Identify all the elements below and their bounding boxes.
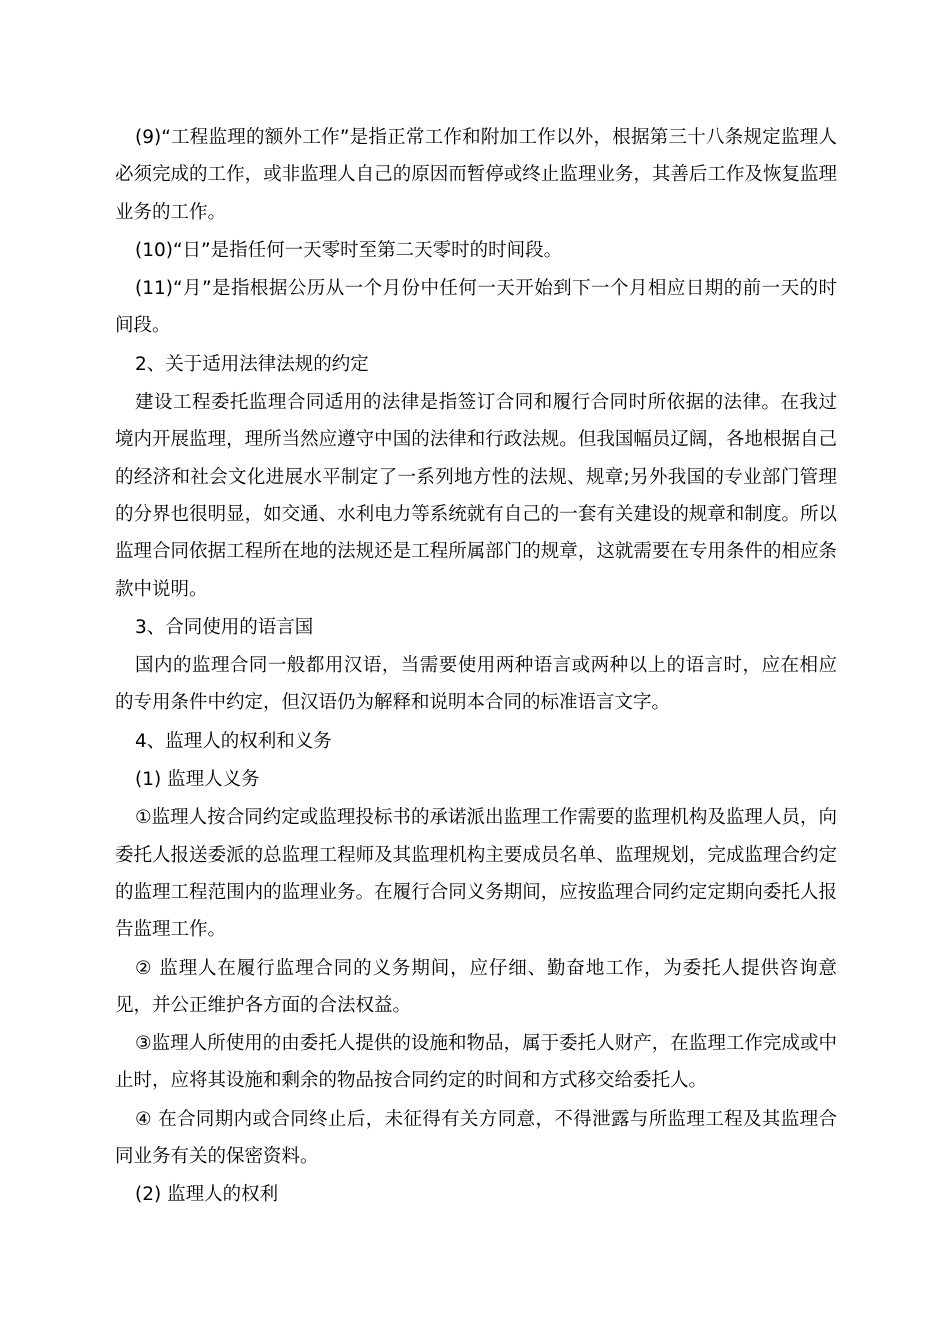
obligation-item-3: ③监理人所使用的由委托人提供的设施和物品，属于委托人财产，在监理工作完成或中止时，应将其设施和剩余的物品按合同约定的时间和方式移交给委托人。	[115, 1033, 837, 1092]
paragraph-contract-language: 国内的监理合同一般都用汉语，当需要使用两种语言或两种以上的语言时，应在相应的专用条件中约定，但汉语仍为解释和说明本合同的标准语言文字。	[115, 655, 837, 714]
section-heading-rights-obligations: 4、监理人的权利和义务	[135, 730, 332, 752]
subheading-supervisor-obligations: (1) 监理人义务	[135, 769, 260, 791]
obligation-item-4: ④ 在合同期内或合同终止后，未征得有关方同意，不得泄露与所监理工程及其监理合同业务有关的保密资料。	[115, 1108, 837, 1168]
paragraph-day-definition: (10)“日”是指任何一天零时至第二天零时的时间段。	[135, 239, 563, 261]
obligation-item-1: ①监理人按合同约定或监理投标书的承诺派出监理工作需要的监理机构及监理人员，向委托人报送委派的总监理工程师及其监理机构主要成员名单、监理规划，完成监理合约定的监理工程范围内的监理业务。在履行合同义务期间，应按监理合同约定定期向委托人报告监理工作。	[115, 807, 837, 941]
subheading-supervisor-rights: (2) 监理人的权利	[135, 1184, 279, 1206]
paragraph-month-definition: (11)“月”是指根据公历从一个月份中任何一天开始到下一个月相应日期的前一天的时间段。	[115, 278, 837, 337]
paragraph-additional-work-definition: (9)“工程监理的额外工作”是指正常工作和附加工作以外，根据第三十八条规定监理人必须完成的工作，或非监理人自己的原因而暂停或终止监理业务，其善后工作及恢复监理业务的工作。	[115, 127, 837, 223]
section-heading-applicable-law: 2、关于适用法律法规的约定	[135, 353, 369, 375]
section-heading-contract-language: 3、合同使用的语言国	[135, 616, 314, 638]
document-body	[115, 119, 837, 1215]
obligation-item-2: ② 监理人在履行监理合同的义务期间，应仔细、勤奋地工作，为委托人提供咨询意见，并公正维护各方面的合法权益。	[115, 957, 837, 1016]
paragraph-applicable-law: 建设工程委托监理合同适用的法律是指签订合同和履行合同时所依据的法律。在我过境内开展监理，理所当然应遵守中国的法律和行政法规。但我国幅员辽阔，各地根据自己的经济和社会文化进展水平制定了一系列地方性的法规、规章;另外我国的专业部门管理的分界也很明显，如交通、水利电力等系统就有自己的一套有关建设的规章和制度。所以监理合同依据工程所在地的法规还是工程所属部门的规章，这就需要在专用条件的相应条款中说明。	[115, 392, 837, 600]
